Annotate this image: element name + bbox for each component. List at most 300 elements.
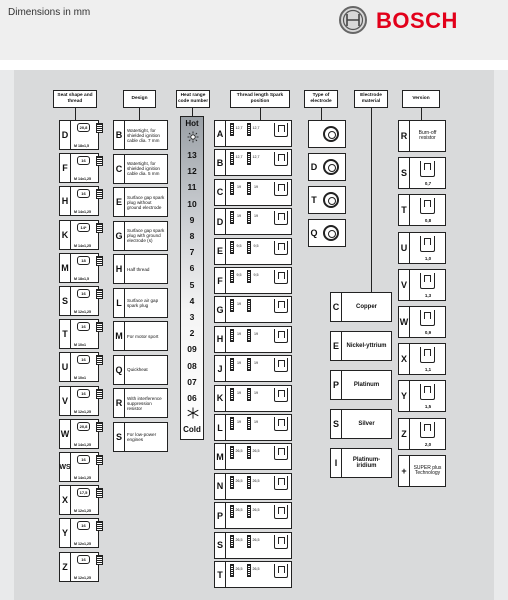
top-bar xyxy=(0,0,508,60)
thread-icon xyxy=(230,211,234,224)
version-code: T xyxy=(401,205,407,216)
thread-drawing xyxy=(225,121,291,146)
thread-length: 9,5 xyxy=(253,273,259,277)
seat-code: Z xyxy=(62,561,68,572)
spark-position-icon xyxy=(274,182,288,196)
version-cell xyxy=(409,419,445,449)
seat-drawing xyxy=(70,553,98,581)
design-code: C xyxy=(115,163,123,174)
thread-icon xyxy=(247,299,251,312)
thread-code: E xyxy=(216,246,223,257)
spark-position-icon xyxy=(274,329,288,343)
thread-length: 26,5 xyxy=(252,478,260,483)
thread-icon xyxy=(230,270,234,283)
seat-code: U xyxy=(61,362,69,373)
spark-position-icon xyxy=(274,270,288,284)
thread-code: K xyxy=(216,393,224,404)
thread-drawing xyxy=(225,533,291,558)
electrode-type-row xyxy=(308,219,346,247)
seat-code: Y xyxy=(61,528,68,539)
seat-hex: 16 xyxy=(77,355,90,364)
material-code: S xyxy=(332,419,339,429)
seat-hex: 18 xyxy=(77,256,90,265)
electrode-type-code: D xyxy=(310,162,318,172)
thread-length: 19 xyxy=(237,214,241,219)
seat-hex: 16 xyxy=(77,555,90,564)
thread-icon xyxy=(230,241,234,254)
version-code: + xyxy=(401,465,407,476)
seat-drawing xyxy=(70,154,98,182)
design-row xyxy=(113,221,168,251)
material-row xyxy=(330,292,392,322)
version-row xyxy=(398,120,446,152)
thread-length: 19 xyxy=(237,331,241,336)
design-code: S xyxy=(115,431,122,442)
thread-length: 19 xyxy=(254,214,258,219)
electrode-icon xyxy=(323,159,339,175)
version-cell xyxy=(409,344,445,374)
thread-length: 26,5 xyxy=(235,478,243,483)
electrode-gap-icon xyxy=(420,198,435,214)
thread-icon xyxy=(247,446,251,459)
thread-icon xyxy=(230,564,234,577)
thread-icon xyxy=(96,223,103,233)
thread-code: N xyxy=(216,481,224,492)
header-type: Type of electrode xyxy=(304,90,338,108)
design-description: Watertight, for shielded ignition cable dia. 5 mm xyxy=(127,161,160,176)
thread-drawing xyxy=(225,562,291,587)
thread-code: D xyxy=(216,216,224,227)
connector-line xyxy=(260,108,261,120)
version-row xyxy=(398,269,446,301)
design-cell xyxy=(124,423,167,451)
seat-size: M 12x1,25 xyxy=(74,409,91,414)
seat-code: T xyxy=(62,329,68,340)
seat-drawing xyxy=(70,221,98,249)
thread-icon xyxy=(96,322,103,332)
thread-length: 12,7 xyxy=(252,155,260,160)
thread-code: C xyxy=(216,187,224,198)
heat-value: 13 xyxy=(187,150,197,160)
header-version: Version xyxy=(402,90,440,108)
material-cell xyxy=(341,410,391,438)
design-row xyxy=(113,355,168,385)
seat-drawing xyxy=(70,353,98,381)
thread-drawing xyxy=(225,415,291,440)
connector-line xyxy=(192,108,193,116)
thread-row xyxy=(214,238,292,265)
seat-hex: 20,8 xyxy=(77,123,90,132)
spark-position-icon xyxy=(274,241,288,255)
seat-hex: 16 xyxy=(77,322,90,331)
thread-length: 19 xyxy=(237,302,241,307)
seat-hex: 16 xyxy=(77,156,90,165)
design-row xyxy=(113,187,168,217)
heat-value: 07 xyxy=(187,376,197,387)
thread-length: 19 xyxy=(237,420,241,424)
thread-icon xyxy=(247,123,251,136)
electrode-gap-value: 0,7 xyxy=(424,181,432,187)
thread-icon xyxy=(96,256,103,266)
version-cell xyxy=(409,158,445,188)
thread-icon xyxy=(247,270,251,283)
thread-icon xyxy=(247,358,251,371)
version-code: Z xyxy=(401,428,407,439)
material-name: Silver xyxy=(358,420,375,427)
version-description: Burn-off resistor xyxy=(418,130,437,141)
thread-row xyxy=(214,208,292,235)
separator xyxy=(0,60,508,70)
heat-value: 11 xyxy=(187,182,197,193)
thread-drawing xyxy=(225,356,291,381)
design-description: Quickheat xyxy=(127,367,148,372)
seat-row xyxy=(59,452,99,482)
electrode-gap-value: 1,3 xyxy=(424,292,432,298)
material-row xyxy=(330,331,392,361)
thread-length: 26,5 xyxy=(252,449,260,454)
design-row xyxy=(113,388,168,418)
thread-length: 26,5 xyxy=(252,508,260,513)
design-cell xyxy=(124,121,167,149)
heat-value: 5 xyxy=(189,279,195,290)
seat-drawing xyxy=(70,519,98,547)
heat-value: 08 xyxy=(187,360,197,371)
electrode-gap-value: 0,9 xyxy=(424,330,432,335)
bosch-armature-icon xyxy=(338,5,368,35)
version-cell xyxy=(409,270,445,300)
electrode-gap-icon xyxy=(420,347,435,363)
design-row xyxy=(113,321,168,351)
thread-icon xyxy=(247,241,251,254)
thread-length: 19 xyxy=(237,184,241,189)
thread-row xyxy=(214,532,292,559)
header-material: Electrode material xyxy=(354,90,388,108)
design-description: Surface air gap spark plug xyxy=(127,297,159,308)
version-code: U xyxy=(400,242,408,253)
thread-icon xyxy=(96,156,103,166)
spark-position-icon xyxy=(274,535,288,549)
design-cell xyxy=(124,188,167,216)
thread-code: L xyxy=(217,422,223,433)
seat-code: X xyxy=(61,495,68,506)
thread-drawing xyxy=(225,150,291,175)
electrode-gap-icon xyxy=(420,273,435,289)
thread-length: 19 xyxy=(254,361,258,366)
thread-icon xyxy=(96,289,103,299)
seat-drawing xyxy=(70,387,98,415)
version-code: V xyxy=(400,279,407,290)
seat-code: H xyxy=(61,196,69,207)
thread-length: 9,5 xyxy=(236,273,242,277)
heat-value: 09 xyxy=(187,344,197,355)
thread-row xyxy=(214,473,292,500)
seat-row xyxy=(59,386,99,416)
thread-icon xyxy=(96,555,103,565)
thread-icon xyxy=(247,564,251,577)
electrode-type-row xyxy=(308,153,346,181)
seat-hex: 16 xyxy=(77,521,90,530)
electrode-icon xyxy=(323,225,339,241)
thread-length: 19 xyxy=(254,184,258,189)
spark-position-icon xyxy=(274,417,288,431)
thread-icon xyxy=(96,355,103,365)
electrode-icon xyxy=(323,192,339,208)
thread-icon xyxy=(230,152,234,165)
thread-icon xyxy=(96,455,103,465)
seat-drawing xyxy=(70,320,98,348)
seat-drawing xyxy=(70,287,98,315)
thread-row xyxy=(214,179,292,206)
thread-icon xyxy=(96,189,103,199)
material-name: Platinum-iridium xyxy=(352,456,381,469)
thread-code: F xyxy=(217,275,223,286)
seat-hex: 16 xyxy=(77,189,90,198)
thread-icon xyxy=(247,505,251,518)
electrode-type-row xyxy=(308,120,346,148)
thread-row xyxy=(214,502,292,529)
electrode-type-code: Q xyxy=(310,228,318,238)
heat-range-scale xyxy=(180,116,204,440)
spark-position-icon xyxy=(274,446,288,460)
version-code: R xyxy=(400,131,408,141)
thread-code: H xyxy=(216,334,224,345)
thread-length: 26,5 xyxy=(235,537,243,542)
seat-row xyxy=(59,286,99,316)
header-heat: Heat range code number xyxy=(176,90,210,108)
heat-value: 9 xyxy=(189,214,195,225)
thread-icon xyxy=(96,422,103,432)
seat-size: M 14x1,25 xyxy=(74,210,91,215)
design-code: R xyxy=(115,398,123,408)
seat-size: M 14x1,25 xyxy=(74,177,91,182)
electrode-gap-icon xyxy=(420,236,435,252)
version-row xyxy=(398,455,446,487)
version-cell xyxy=(409,233,445,263)
thread-icon xyxy=(247,329,251,342)
seat-code: M xyxy=(61,262,69,273)
thread-row xyxy=(214,414,292,441)
spark-position-icon xyxy=(274,152,288,166)
seat-row xyxy=(59,352,99,382)
thread-row xyxy=(214,267,292,294)
electrode-gap-value: 0,8 xyxy=(424,218,432,224)
dimensions-label: Dimensions in mm xyxy=(8,7,91,18)
thread-length: 26,5 xyxy=(235,449,243,454)
seat-hex: 16 xyxy=(77,455,90,464)
material-row xyxy=(330,370,392,400)
seat-size: M 10x1 xyxy=(74,376,86,381)
electrode-type-code xyxy=(309,121,319,147)
heat-value: 06 xyxy=(187,393,197,403)
version-cell xyxy=(409,381,445,411)
seat-row xyxy=(59,419,99,449)
seat-size: M 12x1,25 xyxy=(74,575,91,580)
electrode-type-drawing xyxy=(319,154,345,180)
cold-snowflake-icon xyxy=(187,407,199,419)
seat-code: D xyxy=(61,130,69,140)
seat-size: M 14x1,25 xyxy=(74,243,91,248)
thread-icon xyxy=(96,123,103,133)
electrode-type-code: T xyxy=(311,195,317,205)
design-cell xyxy=(124,255,167,283)
version-row xyxy=(398,380,446,412)
seat-drawing xyxy=(70,420,98,448)
thread-icon xyxy=(230,446,234,459)
seat-code: W xyxy=(60,428,70,439)
thread-drawing xyxy=(225,474,291,499)
spark-position-icon xyxy=(274,358,288,372)
electrode-gap-value: 1,5 xyxy=(424,404,432,410)
design-description: Surface gap spark plug with ground electrode (s) xyxy=(127,228,165,243)
seat-row xyxy=(59,518,99,548)
version-cell xyxy=(409,121,445,151)
heat-value: 8 xyxy=(189,231,195,241)
thread-icon xyxy=(230,417,234,430)
heat-value: 6 xyxy=(189,263,195,274)
design-cell xyxy=(124,356,167,384)
thread-length: 26,5 xyxy=(235,508,243,513)
thread-code: A xyxy=(216,128,224,139)
seat-row xyxy=(59,186,99,216)
version-row xyxy=(398,157,446,189)
electrode-type-drawing xyxy=(319,220,345,246)
seat-row xyxy=(59,120,99,150)
thread-icon xyxy=(230,358,234,371)
thread-icon xyxy=(230,505,234,518)
thread-row xyxy=(214,120,292,147)
version-code: W xyxy=(399,317,409,327)
thread-code: G xyxy=(216,304,224,315)
thread-length: 19 xyxy=(254,390,258,395)
seat-size: M 14x1,25 xyxy=(74,442,91,447)
seat-size: M 10x1 xyxy=(74,343,86,348)
connector-line xyxy=(321,108,322,120)
electrode-gap-icon xyxy=(420,422,435,438)
design-code: L xyxy=(116,297,122,308)
thread-icon xyxy=(247,211,251,224)
thread-row xyxy=(214,326,292,353)
thread-drawing xyxy=(225,444,291,469)
spark-position-icon xyxy=(274,564,288,578)
thread-row xyxy=(214,385,292,412)
thread-icon xyxy=(96,389,103,399)
thread-drawing xyxy=(225,268,291,293)
version-row xyxy=(398,194,446,226)
design-row xyxy=(113,288,168,318)
thread-drawing xyxy=(225,239,291,264)
connector-line xyxy=(421,108,422,120)
thread-icon xyxy=(230,299,234,312)
electrode-gap-icon xyxy=(420,310,435,326)
thread-icon xyxy=(96,488,103,498)
heat-value: 3 xyxy=(189,312,195,322)
design-description: For low-power engines xyxy=(127,431,157,442)
design-description: Surface gap spark plug without ground electrode xyxy=(127,194,165,210)
heat-value: 2 xyxy=(189,328,195,339)
header-design: Design xyxy=(123,90,156,108)
seat-size: M 12x1,25 xyxy=(74,509,91,514)
thread-row xyxy=(214,296,292,323)
version-code: S xyxy=(400,168,407,179)
design-description: Half thread xyxy=(127,266,150,272)
design-row xyxy=(113,120,168,150)
design-cell xyxy=(124,322,167,350)
heat-cold-label: Cold xyxy=(183,425,201,434)
electrode-type-row xyxy=(308,186,346,214)
header-seat: Seat shape and thread xyxy=(53,90,97,108)
design-row xyxy=(113,254,168,284)
material-cell xyxy=(341,293,391,321)
material-name: Nickel-yttrium xyxy=(346,342,387,349)
design-code: G xyxy=(115,230,123,241)
thread-icon xyxy=(230,476,234,489)
version-code: X xyxy=(400,354,407,365)
thread-icon xyxy=(230,329,234,342)
thread-icon xyxy=(230,535,234,548)
material-cell xyxy=(341,371,391,399)
material-row xyxy=(330,409,392,439)
electrode-gap-icon xyxy=(420,384,435,400)
seat-drawing xyxy=(70,486,98,514)
design-cell xyxy=(124,222,167,250)
spark-position-icon xyxy=(274,505,288,519)
version-row xyxy=(398,232,446,264)
bosch-logo xyxy=(336,4,506,36)
thread-length: 19 xyxy=(237,361,241,366)
seat-hex: 20,8 xyxy=(77,422,90,431)
seat-size: M 18x1,5 xyxy=(74,276,89,281)
heat-value: 12 xyxy=(187,166,197,177)
thread-row xyxy=(214,561,292,588)
thread-code: M xyxy=(216,451,224,462)
thread-row xyxy=(214,355,292,382)
material-row xyxy=(330,448,392,478)
thread-icon xyxy=(230,123,234,136)
thread-length: 9,5 xyxy=(236,243,242,248)
thread-drawing xyxy=(225,386,291,411)
thread-drawing xyxy=(225,297,291,322)
electrode-gap-value: 1,1 xyxy=(424,367,432,373)
seat-code: F xyxy=(62,163,68,174)
heat-hot-label: Hot xyxy=(185,119,199,128)
material-name: Copper xyxy=(356,303,377,310)
thread-icon xyxy=(230,388,234,401)
thread-length: 26,5 xyxy=(252,537,260,542)
design-code: H xyxy=(115,264,123,274)
hot-sun-icon xyxy=(187,131,199,143)
thread-code: P xyxy=(216,510,223,521)
connector-line xyxy=(75,108,76,120)
thread-icon xyxy=(247,152,251,165)
design-description: With interference suppression resistor xyxy=(127,395,162,411)
electrode-gap-value: 2,0 xyxy=(424,441,432,447)
heat-value: 10 xyxy=(187,198,197,209)
material-code: E xyxy=(332,341,339,351)
thread-row xyxy=(214,443,292,470)
thread-icon xyxy=(230,182,234,195)
thread-icon xyxy=(96,521,103,531)
seat-drawing xyxy=(70,254,98,282)
thread-length: 26,5 xyxy=(235,567,243,571)
seat-size: M 14x1,25 xyxy=(74,476,91,480)
seat-code: WS xyxy=(59,463,71,471)
spark-position-icon xyxy=(274,476,288,490)
spark-position-icon xyxy=(274,388,288,402)
thread-icon xyxy=(247,182,251,195)
seat-code: S xyxy=(61,296,68,306)
design-cell xyxy=(124,155,167,183)
material-code: I xyxy=(334,458,338,468)
